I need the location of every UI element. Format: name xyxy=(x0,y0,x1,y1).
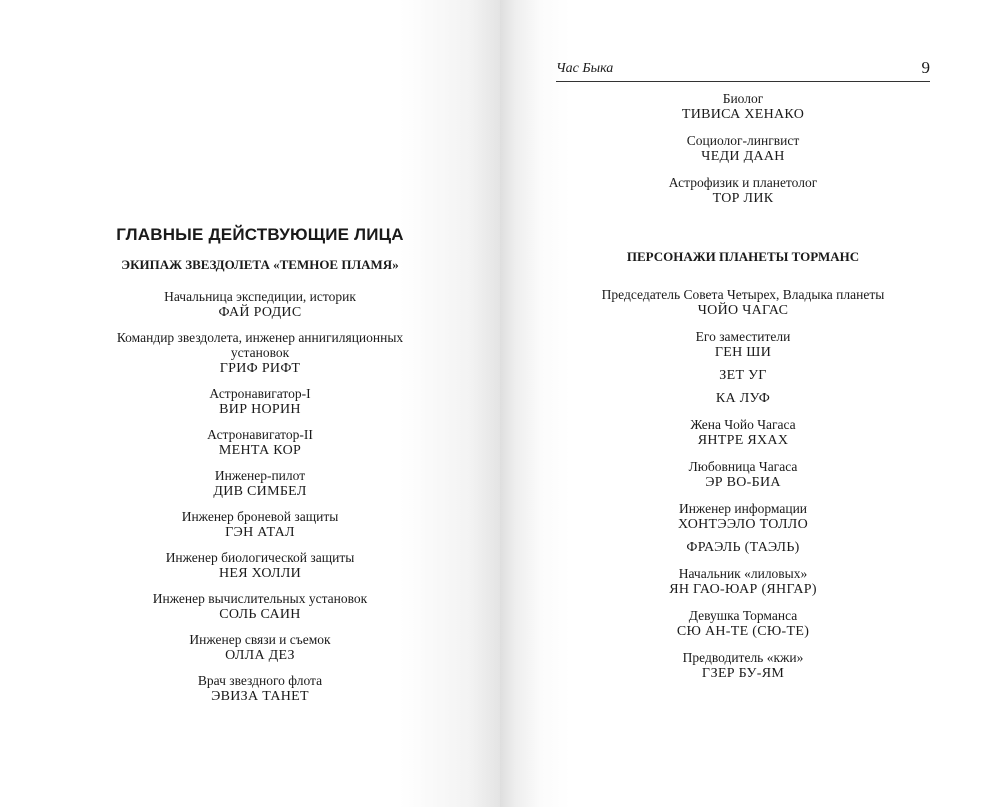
character-entry xyxy=(555,91,931,124)
character-entry xyxy=(555,566,931,599)
character-role: Инженер-пилот xyxy=(214,468,306,483)
character-entry xyxy=(555,650,931,683)
character-entry xyxy=(0,591,520,624)
character-entry xyxy=(0,509,520,542)
character-entry xyxy=(555,459,931,492)
character-entry xyxy=(0,468,520,501)
character-role: Социолог-лингвист xyxy=(686,133,800,148)
character-name: ВИР НОРИН xyxy=(219,402,301,417)
running-head xyxy=(556,59,930,82)
character-role: Инженер биологической защиты xyxy=(165,550,355,565)
character-entry xyxy=(555,133,931,166)
character-name: ЭВИЗА ТАНЕТ xyxy=(211,689,309,704)
character-entry xyxy=(555,175,931,208)
tormans-list xyxy=(555,287,931,692)
character-role: Астронавигатор-I xyxy=(209,386,311,401)
character-name: КА ЛУФ xyxy=(715,391,771,406)
character-role: Инженер связи и съемок xyxy=(189,632,331,647)
character-role: Начальник «лиловых» xyxy=(678,566,808,581)
character-name: ТОР ЛИК xyxy=(712,191,774,206)
character-role: Астрофизик и планетолог xyxy=(668,175,818,190)
character-entry xyxy=(0,632,520,665)
character-entry xyxy=(0,386,520,419)
character-role: Девушка Торманса xyxy=(688,608,798,623)
character-role: Инженер броневой защиты xyxy=(181,509,339,524)
character-name: ЧЕДИ ДААН xyxy=(701,149,785,164)
character-role: Председатель Совета Четырех, Владыка планеты xyxy=(601,287,885,302)
character-role: Астронавигатор-II xyxy=(207,427,313,442)
character-name: ГЭН АТАЛ xyxy=(225,525,295,540)
character-name: ГЗЕР БУ-ЯМ xyxy=(701,666,785,681)
character-name: ЯНТРЕ ЯХАХ xyxy=(697,433,789,448)
character-role: Предводитель «кжи» xyxy=(682,650,804,665)
right-page xyxy=(500,0,1003,807)
character-name: СЮ АН-ТЕ (СЮ-ТЕ) xyxy=(676,624,810,639)
character-role: Его заместители xyxy=(695,329,791,344)
crew-list xyxy=(0,289,520,714)
character-name: НЕЯ ХОЛЛИ xyxy=(218,566,302,581)
character-entry xyxy=(555,417,931,450)
left-page xyxy=(0,0,500,807)
character-name: ЭР ВО-БИА xyxy=(705,475,781,490)
running-title: Час Быка xyxy=(556,61,614,76)
character-entry xyxy=(0,550,520,583)
character-name: ФАЙ РОДИС xyxy=(218,305,302,320)
character-name: ФРАЭЛЬ (ТАЭЛЬ) xyxy=(686,540,800,555)
character-entry xyxy=(0,673,520,706)
character-entry xyxy=(555,287,931,320)
character-role: Командир звездолета, инженер аннигиляционных установок xyxy=(116,330,404,360)
character-name: ГРИФ РИФТ xyxy=(219,361,301,376)
character-entry xyxy=(555,608,931,641)
character-name: ЗЕТ УГ xyxy=(719,368,767,383)
character-entry xyxy=(555,501,931,557)
character-name: ХОНТЭЭЛО ТОЛЛО xyxy=(678,517,808,532)
page-title: ГЛАВНЫЕ ДЕЙСТВУЮЩИЕ ЛИЦА xyxy=(116,225,404,244)
character-role: Инженер информации xyxy=(678,501,808,516)
character-role: Инженер вычислительных установок xyxy=(152,591,368,606)
character-name: ЯН ГАО-ЮАР (ЯНГАР) xyxy=(669,582,817,597)
character-name: ОЛЛА ДЕЗ xyxy=(225,648,295,663)
character-entry xyxy=(0,330,520,378)
character-role: Врач звездного флота xyxy=(197,673,323,688)
character-role: Любовница Чагаса xyxy=(688,459,798,474)
character-role: Жена Чойо Чагаса xyxy=(690,417,796,432)
character-entry xyxy=(555,329,931,408)
character-entry xyxy=(0,289,520,322)
character-name: ДИВ СИМБЕЛ xyxy=(213,484,307,499)
section-title-crew: ЭКИПАЖ ЗВЕЗДОЛЕТА «ТЕМНОЕ ПЛАМЯ» xyxy=(121,257,399,272)
character-entry xyxy=(0,427,520,460)
character-role: Биолог xyxy=(722,91,764,106)
character-name: СОЛЬ САИН xyxy=(219,607,301,622)
crew-list-continued xyxy=(555,91,931,217)
character-name: МЕНТА КОР xyxy=(218,443,302,458)
character-role: Начальница экспедиции, историк xyxy=(164,289,356,304)
character-name: ГЕН ШИ xyxy=(714,345,772,360)
character-name: ТИВИСА ХЕНАКО xyxy=(681,107,805,122)
character-name: ЧОЙО ЧАГАС xyxy=(697,303,789,318)
page-number: 9 xyxy=(921,58,930,77)
section-title-tormans: ПЕРСОНАЖИ ПЛАНЕТЫ ТОРМАНС xyxy=(626,249,860,264)
